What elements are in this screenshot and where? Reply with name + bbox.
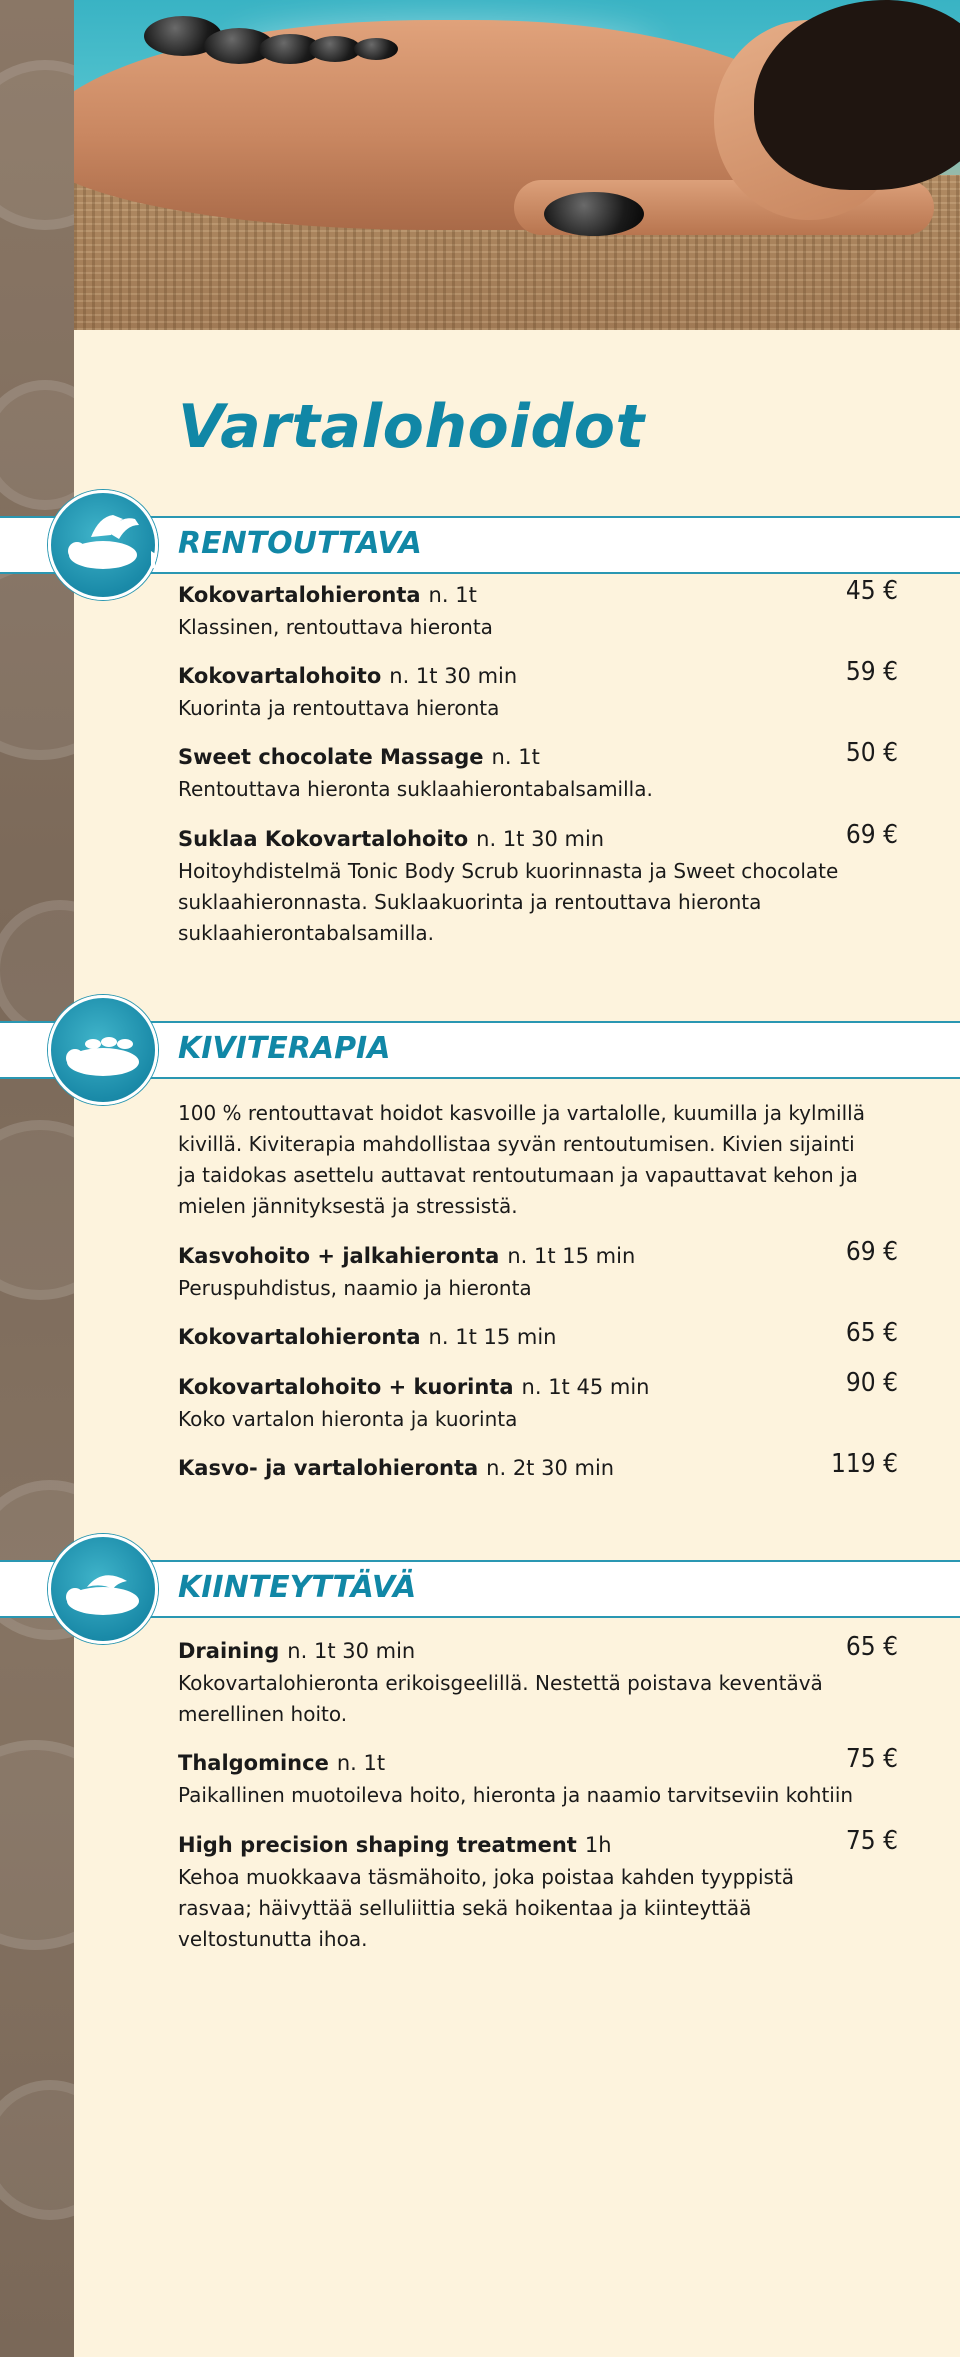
page-title: Vartalohoidot: [178, 392, 645, 462]
treatment-price: 90 €: [845, 1368, 898, 1398]
treatment-price: 119 €: [831, 1449, 898, 1479]
treatment-description: Kehoa muokkaava täsmähoito, joka poistaa kahden tyyppistä rasvaa; häivyttää selluliittia sekä hoikentaa ja kiinteyttää veltostunutta ihoa.: [178, 1865, 795, 1951]
treatment-price: 50 €: [845, 738, 898, 768]
treatment-duration: n. 1t 30 min: [287, 1639, 416, 1663]
treatment-duration: n. 1t 15 min: [428, 1325, 557, 1349]
treatment-duration: n. 1t: [491, 745, 540, 769]
treatment-duration: n. 1t 30 min: [476, 827, 605, 851]
treatment-duration: n. 1t: [428, 583, 477, 607]
treatment-price: 75 €: [845, 1826, 898, 1856]
treatment-duration: 1h: [584, 1833, 612, 1857]
treatment-name: Suklaa Kokovartalohoito: [178, 827, 469, 851]
section-title: KIINTEYTTÄVÄ: [178, 1570, 417, 1605]
treatment-price: 65 €: [845, 1318, 898, 1348]
treatment-price: 69 €: [845, 1237, 898, 1267]
hero-photo-hot-stone-massage: [74, 0, 960, 330]
treatment-description: Hoitoyhdistelmä Tonic Body Scrub kuorinnasta ja Sweet chocolate suklaahieronnasta. Suklaakuorinta ja rentouttava hieronta suklaahierontabalsamilla.: [178, 859, 839, 945]
massage-hands-icon: [48, 490, 158, 600]
treatment-price: 65 €: [845, 1632, 898, 1662]
treatment-description: Koko vartalon hieronta ja kuorinta: [178, 1407, 518, 1431]
treatment-name: Kokovartalohieronta: [178, 1325, 421, 1349]
treatment-duration: n. 1t 15 min: [507, 1244, 636, 1268]
treatment-price: 75 €: [845, 1744, 898, 1774]
section-title: RENTOUTTAVA: [178, 526, 422, 561]
treatment-description: Kokovartalohieronta erikoisgeelillä. Nestettä poistava keventävä merellinen hoito.: [178, 1671, 823, 1726]
treatment-name: Kokovartalohoito + kuorinta: [178, 1375, 514, 1399]
list-item: [178, 657, 898, 724]
treatment-name: Thalgomince: [178, 1751, 329, 1775]
treatment-name: Kokovartalohieronta: [178, 583, 421, 607]
list-item: [178, 1744, 898, 1811]
body-treatment-icon: [48, 1534, 158, 1644]
list-item: [178, 576, 898, 643]
list-item: [178, 1826, 898, 1955]
treatment-description: Klassinen, rentouttava hieronta: [178, 615, 493, 639]
treatment-name: Kasvohoito + jalkahieronta: [178, 1244, 500, 1268]
treatment-duration: n. 1t: [336, 1751, 386, 1775]
treatment-description: Peruspuhdistus, naamio ja hieronta: [178, 1276, 532, 1300]
treatment-duration: n. 1t 45 min: [521, 1375, 650, 1399]
section-intro: 100 % rentouttavat hoidot kasvoille ja vartalolle, kuumilla ja kylmillä kivillä. Kiviterapia mahdollistaa syvän rentoutumisen. Kivien sijainti ja taidokas asettelu auttavat rentoutumaan ja vapauttavat kehon ja mielen jännityksestä ja stressistä.: [178, 1101, 865, 1218]
treatment-duration: n. 1t 30 min: [389, 664, 518, 688]
hot-stones-icon: [48, 995, 158, 1105]
list-item: [178, 738, 898, 805]
treatment-duration: n. 2t 30 min: [486, 1456, 615, 1480]
list-item: [178, 1237, 898, 1304]
list-item: [178, 820, 898, 949]
list-item: [178, 1632, 898, 1730]
list-item: [178, 1449, 898, 1483]
list-item: [178, 1318, 898, 1352]
treatment-name: Sweet chocolate Massage: [178, 745, 484, 769]
list-item: [178, 1368, 898, 1435]
treatment-price: 45 €: [845, 576, 898, 606]
treatment-description: Kuorinta ja rentouttava hieronta: [178, 696, 500, 720]
treatment-price: 59 €: [845, 657, 898, 687]
treatment-description: Paikallinen muotoileva hoito, hieronta ja naamio tarvitseviin kohtiin: [178, 1783, 854, 1807]
treatment-name: Kokovartalohoito: [178, 664, 382, 688]
decorative-side-strip: [0, 0, 74, 2357]
section-title: KIVITERAPIA: [178, 1031, 391, 1066]
treatment-name: Draining: [178, 1639, 280, 1663]
treatment-price: 69 €: [845, 820, 898, 850]
treatment-description: Rentouttava hieronta suklaahierontabalsamilla.: [178, 777, 653, 801]
treatment-name: High precision shaping treatment: [178, 1833, 577, 1857]
treatment-name: Kasvo- ja vartalohieronta: [178, 1456, 479, 1480]
